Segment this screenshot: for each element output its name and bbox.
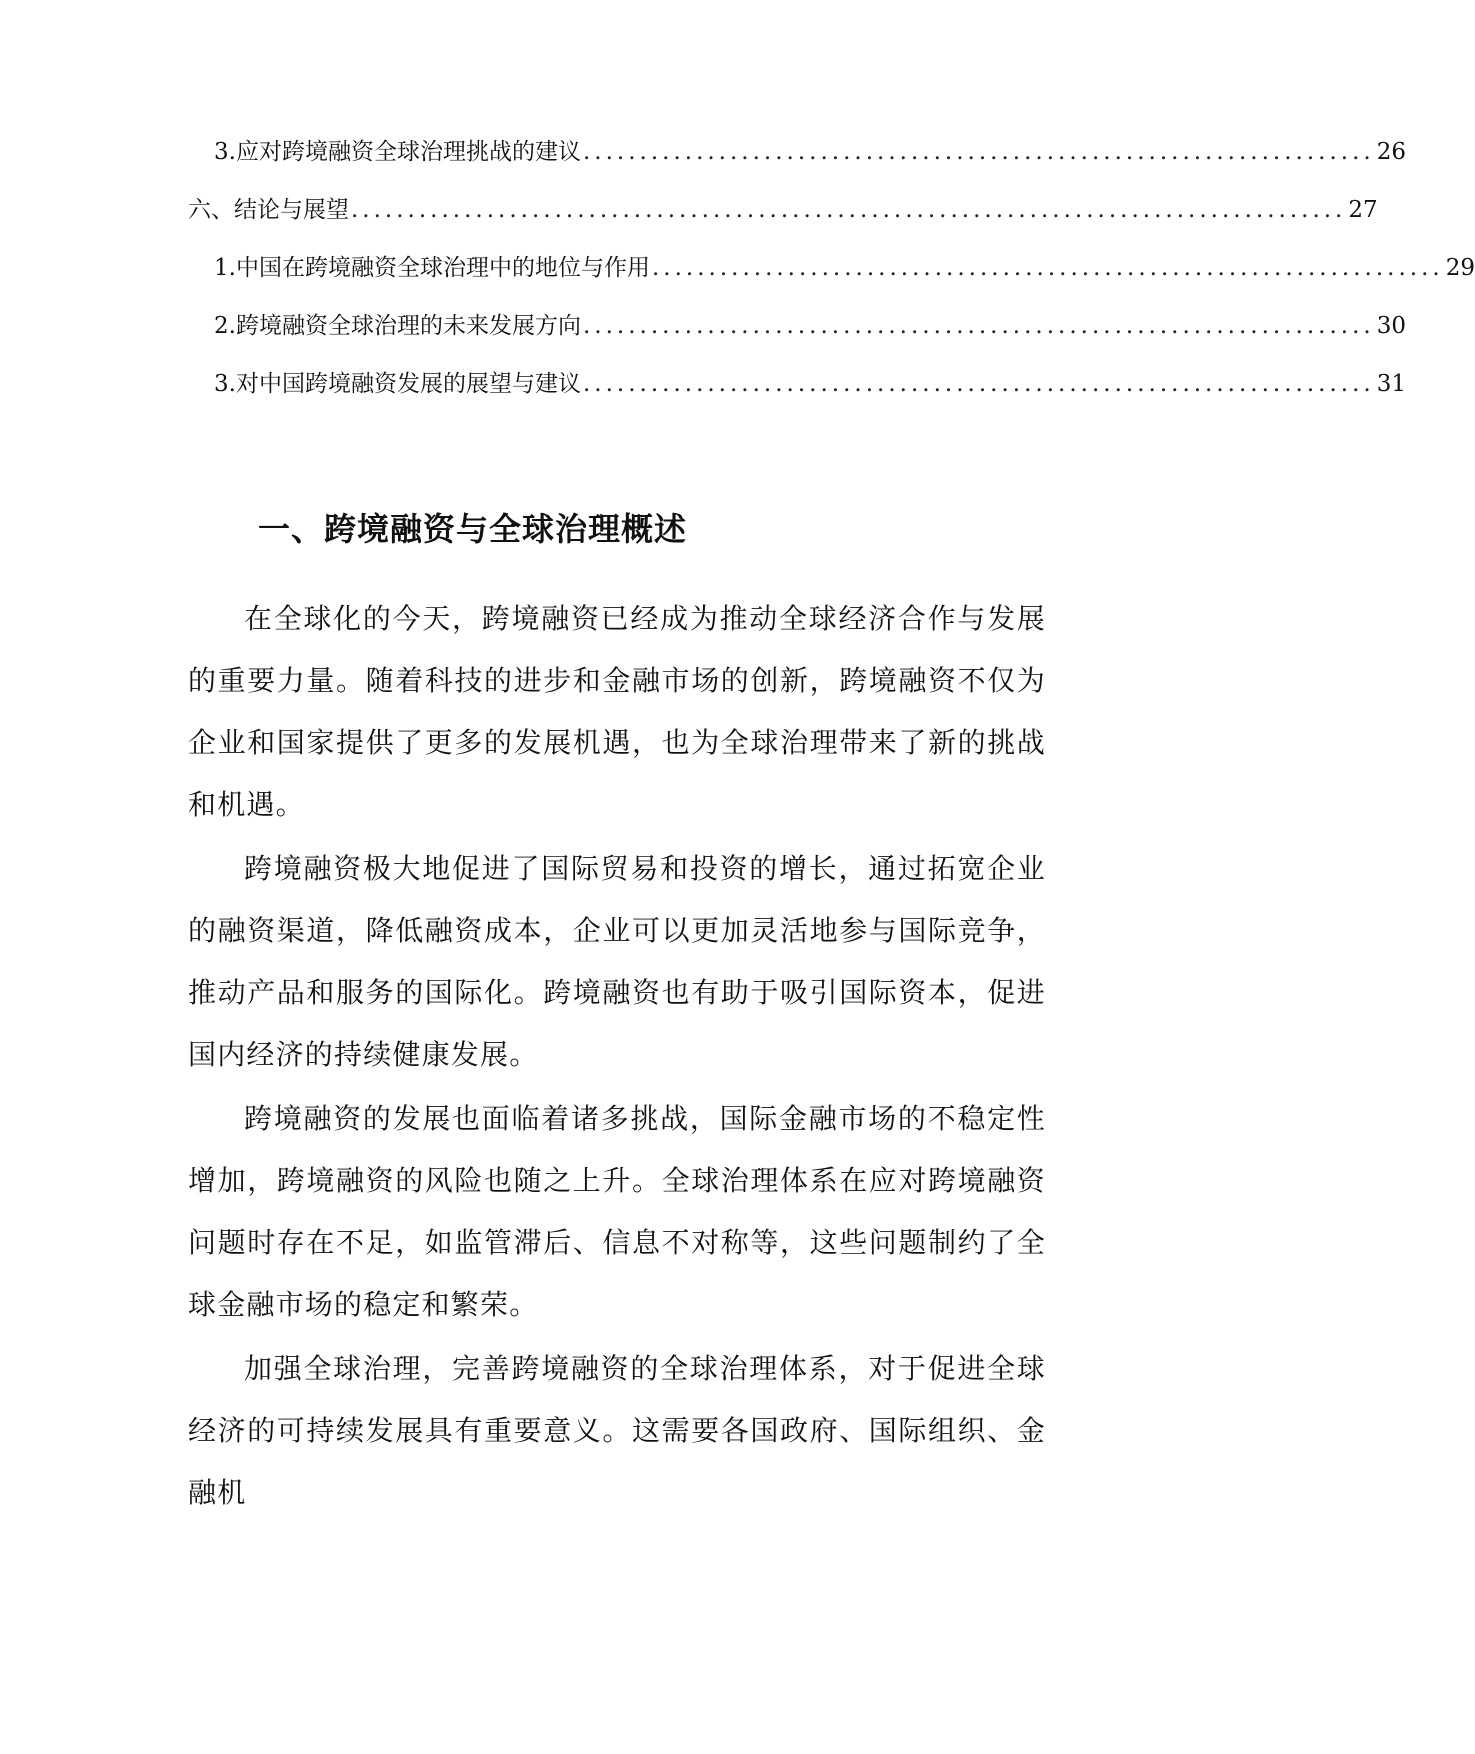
body-paragraph: 加强全球治理，完善跨境融资的全球治理体系，对于促进全球经济的可持续发展具有重要意义。这需要各国政府、国际组织、金融机	[188, 1352, 1046, 1509]
toc-entry[interactable]	[214, 132, 1407, 172]
toc-leader-dots: ......................................................................	[582, 139, 1375, 165]
toc-entry-page: 31	[1376, 371, 1407, 397]
body-paragraph: 在全球化的今天，跨境融资已经成为推动全球经济合作与发展的重要力量。随着科技的进步和金融市场的创新，跨境融资不仅为企业和国家提供了更多的发展机遇，也为全球治理带来了新的挑战和机遇。	[188, 602, 1046, 821]
toc-entry[interactable]	[214, 306, 1407, 346]
body-paragraph: 跨境融资极大地促进了国际贸易和投资的增长，通过拓宽企业的融资渠道，降低融资成本，企业可以更加灵活地参与国际竞争，推动产品和服务的国际化。跨境融资也有助于吸引国际资本，促进国内经济的持续健康发展。	[188, 852, 1046, 1071]
toc-leader-dots: ......................................................................	[582, 313, 1375, 339]
toc-entry-title: 对中国跨境融资发展的展望与建议	[235, 371, 581, 397]
toc-entry-number: 1.	[214, 255, 236, 281]
toc-entry[interactable]	[188, 190, 1378, 230]
toc-entry[interactable]	[214, 364, 1407, 404]
toc-entry-page: 27	[1348, 197, 1378, 223]
toc-entry-title: 六、结论与展望	[188, 197, 349, 223]
toc-entry-number: 3.	[214, 371, 236, 397]
toc-entry[interactable]	[214, 248, 1475, 288]
body-paragraph: 跨境融资的发展也面临着诸多挑战，国际金融市场的不稳定性增加，跨境融资的风险也随之上升。全球治理体系在应对跨境融资问题时存在不足，如监管滞后、信息不对称等，这些问题制约了全球金融市场的稳定和繁荣。	[188, 1102, 1046, 1321]
toc-leader-dots: ......................................................................	[651, 255, 1444, 281]
toc-entry-page: 30	[1376, 313, 1407, 339]
toc-entry-number: 3.	[214, 139, 236, 165]
toc-leader-dots: ........................................................................................	[351, 197, 1347, 223]
toc-entry-page: 26	[1376, 139, 1407, 165]
toc-leader-dots: ......................................................................	[582, 371, 1375, 397]
toc-entry-title: 中国在跨境融资全球治理中的地位与作用	[235, 255, 650, 281]
toc-entry-title: 跨境融资全球治理的未来发展方向	[235, 313, 581, 339]
toc-entry-number: 2.	[214, 313, 236, 339]
section-body	[188, 588, 1046, 1526]
toc-entry-page: 29	[1445, 255, 1475, 281]
toc-entry-title: 应对跨境融资全球治理挑战的建议	[235, 139, 581, 165]
section-heading: 一、跨境融资与全球治理概述	[258, 510, 688, 548]
